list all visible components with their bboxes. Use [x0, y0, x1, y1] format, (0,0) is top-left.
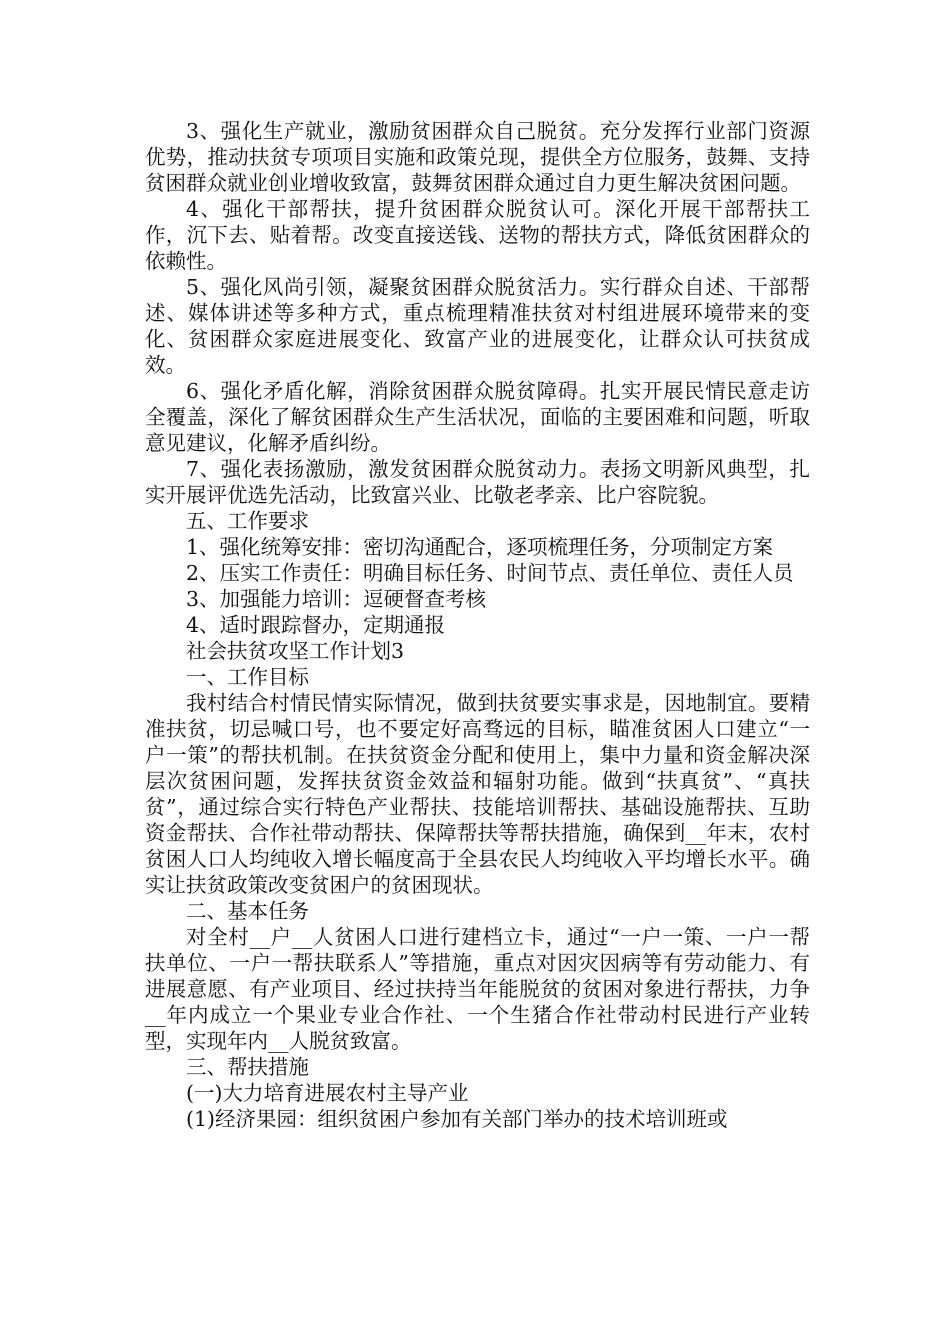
- document-body: [145, 118, 810, 1132]
- measure-subheading-1: (一)大力培育进展农村主导产业: [186, 1081, 469, 1105]
- requirement-item-2: 2、压实工作责任：明确目标任务、时间节点、责任单位、责任人员: [186, 561, 794, 585]
- section-heading-measures: 三、帮扶措施: [186, 1055, 309, 1079]
- section-heading-tasks: 二、基本任务: [186, 899, 309, 923]
- paragraph-item-5: 5、强化风尚引领，凝聚贫困群众脱贫活力。实行群众自述、干部帮述、媒体讲述等多种方式，重点梳理精准扶贫对村组进展环境带来的变化、贫困群众家庭进展变化、致富产业的进展变化，让群众认可扶贫成效。: [145, 275, 810, 377]
- section-heading-requirements: 五、工作要求: [186, 509, 309, 533]
- requirement-item-1: 1、强化统筹安排：密切沟通配合，逐项梳理任务，分项制定方案: [186, 535, 774, 559]
- requirement-item-3: 3、加强能力培训：逗硬督查考核: [186, 587, 487, 611]
- paragraph-item-3: 3、强化生产就业，激励贫困群众自己脱贫。充分发挥行业部门资源优势，推动扶贫专项项目实施和政策兑现，提供全方位服务，鼓舞、支持贫困群众就业创业增收致富，鼓舞贫困群众通过自力更生解决贫困问题。: [145, 119, 810, 195]
- paragraph-item-7: 7、强化表扬激励，激发贫困群众脱贫动力。表扬文明新风典型，扎实开展评优选先活动，比致富兴业、比敬老孝亲、比户容院貌。: [145, 457, 810, 507]
- goals-paragraph: 我村结合村情民情实际情况，做到扶贫要实事求是，因地制宜。要精准扶贫，切忌喊口号，也不要定好高骛远的目标，瞄准贫困人口建立“一户一策”的帮扶机制。在扶贫资金分配和使用上，集中力量和资金解决深层次贫困问题，发挥扶贫资金效益和辐射功能。做到“扶真贫”、“真扶贫”，通过综合实行特色产业帮扶、技能培训帮扶、基础设施帮扶、互助资金帮扶、合作社带动帮扶、保障帮扶等帮扶措施，确保到__年末，农村贫困人口人均纯收入增长幅度高于全县农民人均纯收入平均增长水平。确实让扶贫政策改变贫困户的贫困现状。: [145, 691, 810, 897]
- tasks-paragraph: 对全村__户__人贫困人口进行建档立卡，通过“一户一策、一户一帮扶单位、一户一帮扶联系人”等措施，重点对因灾因病等有劳动能力、有进展意愿、有产业项目、经过扶持当年能脱贫的贫困对象进行帮扶，力争__年内成立一个果业专业合作社、一个生猪合作社带动村民进行产业转型，实现年内__人脱贫致富。: [145, 925, 810, 1053]
- section-heading-goals: 一、工作目标: [186, 665, 309, 689]
- measure-item-1: (1)经济果园：组织贫困户参加有关部门举办的技术培训班或: [186, 1107, 728, 1131]
- paragraph-item-4: 4、强化干部帮扶，提升贫困群众脱贫认可。深化开展干部帮扶工作，沉下去、贴着帮。改变直接送钱、送物的帮扶方式，降低贫困群众的依赖性。: [145, 197, 810, 273]
- paragraph-item-6: 6、强化矛盾化解，消除贫困群众脱贫障碍。扎实开展民情民意走访全覆盖，深化了解贫困群众生产生活状况，面临的主要困难和问题，听取意见建议，化解矛盾纠纷。: [145, 379, 810, 455]
- plan-title: 社会扶贫攻坚工作计划3: [186, 639, 405, 663]
- requirement-item-4: 4、适时跟踪督办，定期通报: [186, 613, 446, 637]
